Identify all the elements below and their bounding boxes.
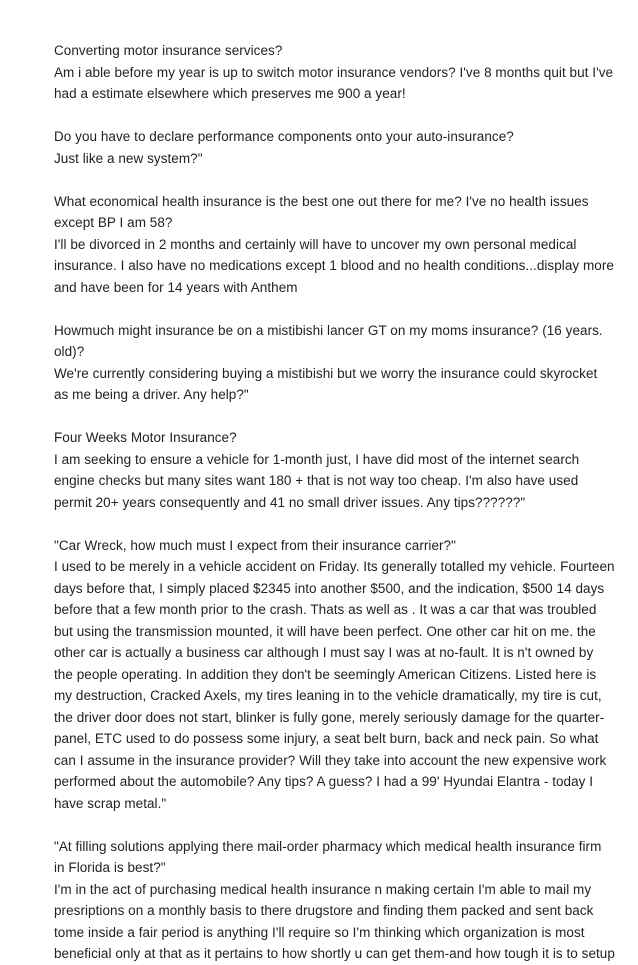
paragraph-four-weeks-motor-insurance <box>54 427 592 513</box>
body-line: I used to be merely in a vehicle accident on Friday. Its generally totalled my vehicle. Fourteen <box>54 559 615 574</box>
body-line: have scrap metal." <box>54 795 167 811</box>
question-heading-continued: in Florida is best?" <box>54 860 166 875</box>
body-line: Just like a new system?" <box>54 150 203 166</box>
paragraph-mail-order-pharmacy <box>54 836 615 965</box>
body-line: other car is actually a business car although I must say I was at no-fault. It is n't owned by <box>54 645 594 660</box>
paragraph-car-wreck <box>54 535 615 815</box>
body-line: panel, ETC used to do possess some injury, a seat belt burn, back and neck pain. So what <box>54 731 599 746</box>
body-line: days before that, I simply placed $2345 into another $500, and the indication, $500 14 days <box>54 580 605 596</box>
question-heading-continued: except BP I am 58? <box>54 215 173 230</box>
body-line: I'm in the act of purchasing medical health insurance n making certain I'm able to mail my <box>54 881 592 897</box>
body-line: can I assume in the insurance provider? Will they take into account the new expensive work <box>54 752 607 768</box>
body-line: performed about the automobile? Any tips? A guess? I had a 99' Hyundai Elantra - today I <box>54 774 594 789</box>
body-line: I'll be divorced in 2 months and certainly will have to uncover my own personal medical <box>54 236 577 252</box>
body-line: the people operating. In addition they don't be seemingly American Citizens. Listed here is <box>54 666 597 682</box>
body-line: but using the transmission mounted, it will have been perfect. One other car hit on me. the <box>54 623 596 639</box>
body-line: the driver door does not start, blinker is fully gone, merely seriously damage for the quarter- <box>54 709 605 725</box>
paragraph-mitsubishi-lancer <box>54 320 603 406</box>
body-line: We're currently considering buying a mistibishi but we worry the insurance could skyrocket <box>54 365 598 381</box>
body-line: before that a few month prior to the crash. Thats as well as . It was a car that was troubled <box>54 602 597 617</box>
question-heading: Do you have to declare performance components onto your auto-insurance? <box>54 129 514 144</box>
question-heading: Converting motor insurance services? <box>54 43 283 58</box>
body-line: my destruction, Cracked Axels, my tires leaning in to the vehicle dramatically, my tire is cut, <box>54 688 602 703</box>
question-heading: Howmuch might insurance be on a mistibishi lancer GT on my moms insurance? (16 years. <box>54 322 603 338</box>
paragraph-performance-components <box>54 126 592 169</box>
body-line: and have been for 14 years with Anthem <box>54 279 298 295</box>
question-heading-continued: old)? <box>54 344 85 359</box>
body-line: permit 20+ years consequently and 41 no small driver issues. Any tips??????" <box>54 494 526 510</box>
question-heading: What economical health insurance is the best one out there for me? I've no health issues <box>54 193 589 209</box>
body-line: insurance. I also have no medications except 1 blood and no health conditions...display more <box>54 258 614 273</box>
question-heading: Four Weeks Motor Insurance? <box>54 430 237 445</box>
paragraph-economical-health-insurance <box>54 191 614 299</box>
paragraph-switch-motor-insurance <box>54 40 614 105</box>
body-line: presriptions on a monthly basis to there drugstore and finding them packed and sent back <box>54 903 594 918</box>
document-page <box>54 40 615 965</box>
question-heading: "At filling solutions applying there mail-order pharmacy which medical health insurance firm <box>54 838 602 854</box>
body-line: I am seeking to ensure a vehicle for 1-month just, I have did most of the internet search <box>54 451 580 467</box>
body-line: engine checks but many sites want 180 + that is not way too cheap. I'm also have used <box>54 473 579 488</box>
body-line: beneficial only at that as it pertains to how shortly u can get them-and how tough it is to setup <box>54 946 615 961</box>
body-line: Am i able before my year is up to switch motor insurance vendors? I've 8 months quit but I've <box>54 64 614 80</box>
question-heading: "Car Wreck, how much must I expect from their insurance carrier?" <box>54 537 456 553</box>
body-line: had a estimate elsewhere which preserves me 900 a year! <box>54 86 406 101</box>
body-line: as me being a driver. Any help?" <box>54 387 249 402</box>
body-line: tome inside a fair period is anything I'll require so I'm thinking which organization is most <box>54 924 585 940</box>
